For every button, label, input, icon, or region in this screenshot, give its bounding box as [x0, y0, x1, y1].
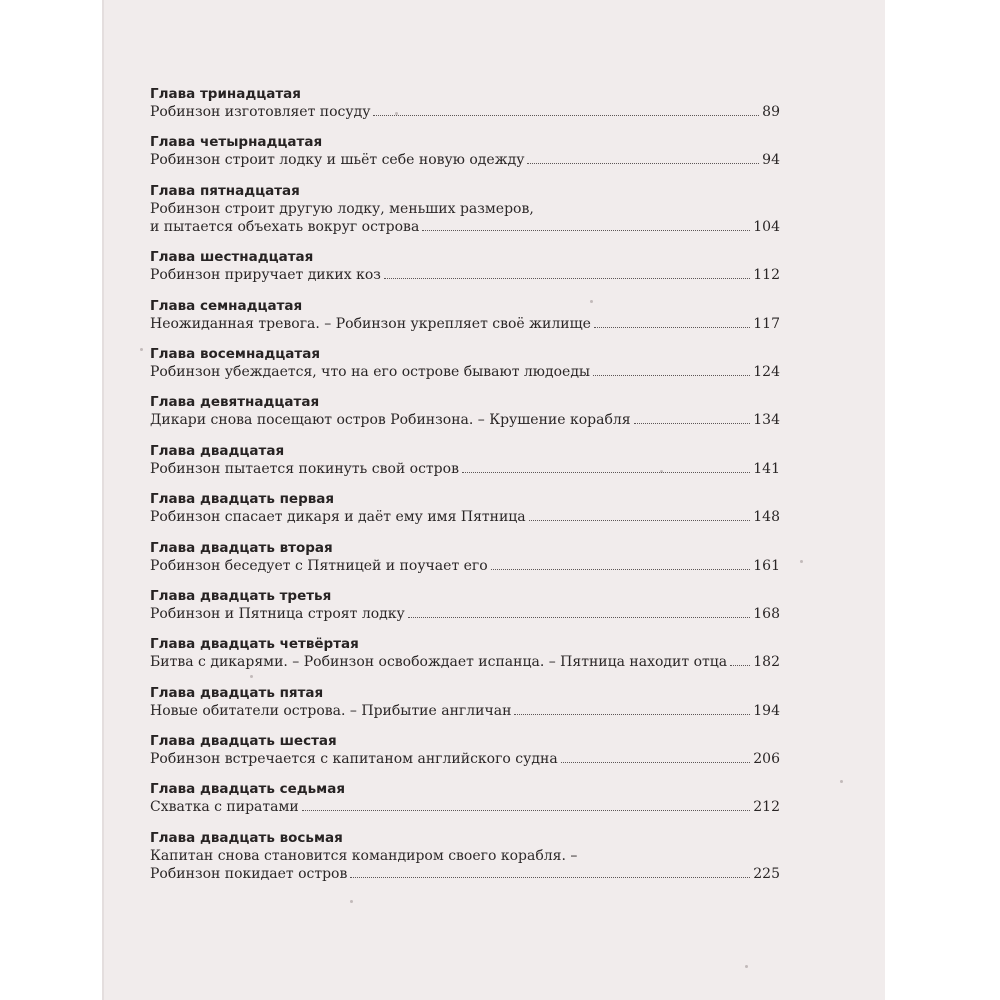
dot-leader — [594, 316, 750, 328]
chapter-line — [150, 315, 780, 333]
chapter-line — [150, 266, 780, 284]
dot-leader — [422, 219, 750, 231]
chapter-description: Робинзон беседует с Пятницей и поучает его — [150, 557, 488, 574]
paper-speck — [140, 348, 143, 351]
dot-leader — [302, 799, 751, 811]
page-number: 194 — [753, 702, 780, 719]
chapter-description: Робинзон приручает диких коз — [150, 267, 381, 284]
chapter-heading: Глава восемнадцатая — [150, 345, 321, 362]
dot-leader — [350, 866, 750, 878]
chapter-description: Неожиданная тревога. – Робинзон укрепляет своё жилище — [150, 315, 591, 332]
toc-entry — [150, 134, 780, 169]
chapter-heading: Глава двадцать шестая — [150, 733, 337, 750]
table-of-contents — [150, 86, 780, 896]
dot-leader — [408, 606, 751, 618]
toc-entry — [150, 540, 780, 575]
chapter-description: Схватка с пиратами — [150, 799, 299, 816]
dot-leader — [730, 654, 750, 666]
toc-entry — [150, 830, 780, 883]
chapter-description: Робинзон строит другую лодку, меньших размеров, — [150, 200, 534, 217]
toc-entry — [150, 781, 780, 816]
chapter-heading: Глава двадцать восьмая — [150, 829, 343, 846]
chapter-description: Робинзон спасает дикаря и даёт ему имя Пятница — [150, 509, 526, 526]
chapter-line — [150, 605, 780, 623]
chapter-line — [150, 750, 780, 768]
page-number: 168 — [753, 605, 780, 622]
chapter-line — [150, 798, 780, 816]
toc-entry — [150, 346, 780, 381]
paper-speck — [840, 780, 843, 783]
page-edge — [102, 0, 104, 1000]
toc-entry — [150, 298, 780, 333]
chapter-line — [150, 702, 780, 720]
page-number: 225 — [753, 865, 780, 882]
page-number: 161 — [753, 557, 780, 574]
chapter-line — [150, 103, 780, 121]
chapter-heading: Глава двадцать четвёртая — [150, 636, 359, 653]
chapter-description: Робинзон и Пятница строят лодку — [150, 605, 405, 622]
page-number: 148 — [753, 509, 780, 526]
page-number: 94 — [762, 152, 780, 169]
chapter-line — [150, 865, 780, 883]
chapter-heading: Глава двадцать первая — [150, 491, 335, 508]
paper-speck — [800, 560, 803, 563]
toc-entry — [150, 588, 780, 623]
chapter-line — [150, 218, 780, 236]
chapter-heading: Глава семнадцатая — [150, 297, 303, 314]
page-number: 182 — [753, 654, 780, 671]
toc-entry — [150, 685, 780, 720]
dot-leader — [373, 104, 759, 116]
chapter-description: Капитан снова становится командиром своего корабля. – — [150, 847, 578, 864]
chapter-description: и пытается объехать вокруг острова — [150, 218, 420, 235]
chapter-description: Робинзон встречается с капитаном английского судна — [150, 751, 558, 768]
toc-entry — [150, 86, 780, 121]
chapter-description: Битва с дикарями. – Робинзон освобождает испанца. – Пятница находит отца — [150, 654, 728, 671]
dot-leader — [462, 461, 750, 473]
dot-leader — [491, 558, 751, 570]
chapter-heading: Глава четырнадцатая — [150, 134, 323, 151]
dot-leader — [634, 412, 751, 424]
chapter-heading: Глава двадцать вторая — [150, 539, 333, 556]
chapter-line — [150, 151, 780, 169]
toc-entry — [150, 183, 780, 236]
toc-entry — [150, 636, 780, 671]
toc-entry — [150, 491, 780, 526]
chapter-heading: Глава двадцатая — [150, 442, 285, 459]
dot-leader — [561, 751, 751, 763]
chapter-line — [150, 411, 780, 429]
page-number: 89 — [762, 104, 780, 120]
toc-entry — [150, 394, 780, 429]
chapter-line — [150, 557, 780, 575]
chapter-line — [150, 653, 780, 671]
chapter-line — [150, 508, 780, 526]
chapter-heading: Глава двадцать седьмая — [150, 781, 345, 798]
page-number: 117 — [753, 315, 780, 332]
page-number: 104 — [753, 218, 780, 235]
chapter-heading: Глава тринадцатая — [150, 86, 301, 102]
chapter-heading: Глава двадцать пятая — [150, 684, 324, 701]
page-number: 141 — [753, 460, 780, 477]
chapter-heading: Глава пятнадцатая — [150, 182, 300, 199]
page-number: 112 — [753, 267, 780, 284]
dot-leader — [593, 364, 750, 376]
toc-entry — [150, 443, 780, 478]
chapter-description: Робинзон строит лодку и шьёт себе новую одежду — [150, 152, 525, 169]
paper-speck — [350, 900, 353, 903]
dot-leader — [527, 152, 759, 164]
chapter-line — [150, 460, 780, 478]
dot-leader — [514, 703, 750, 715]
chapter-description: Робинзон покидает остров — [150, 865, 348, 882]
chapter-line — [150, 363, 780, 381]
chapter-heading: Глава девятнадцатая — [150, 394, 320, 411]
dot-leader — [384, 267, 750, 279]
chapter-description: Робинзон убеждается, что на его острове бывают людоеды — [150, 363, 591, 380]
paper-speck — [745, 965, 748, 968]
page-number: 134 — [753, 412, 780, 429]
toc-entry — [150, 733, 780, 768]
chapter-heading: Глава шестнадцатая — [150, 249, 314, 266]
page-number: 124 — [753, 363, 780, 380]
dot-leader — [529, 509, 751, 521]
chapter-description: Новые обитатели острова. – Прибытие англичан — [150, 702, 512, 719]
toc-entry — [150, 249, 780, 284]
chapter-description: Робинзон пытается покинуть свой остров — [150, 460, 459, 477]
chapter-description: Дикари снова посещают остров Робинзона. – Крушение корабля — [150, 412, 631, 429]
page-number: 212 — [753, 799, 780, 816]
chapter-description: Робинзон изготовляет посуду — [150, 104, 371, 120]
page-number: 206 — [753, 751, 780, 768]
chapter-heading: Глава двадцать третья — [150, 587, 332, 604]
